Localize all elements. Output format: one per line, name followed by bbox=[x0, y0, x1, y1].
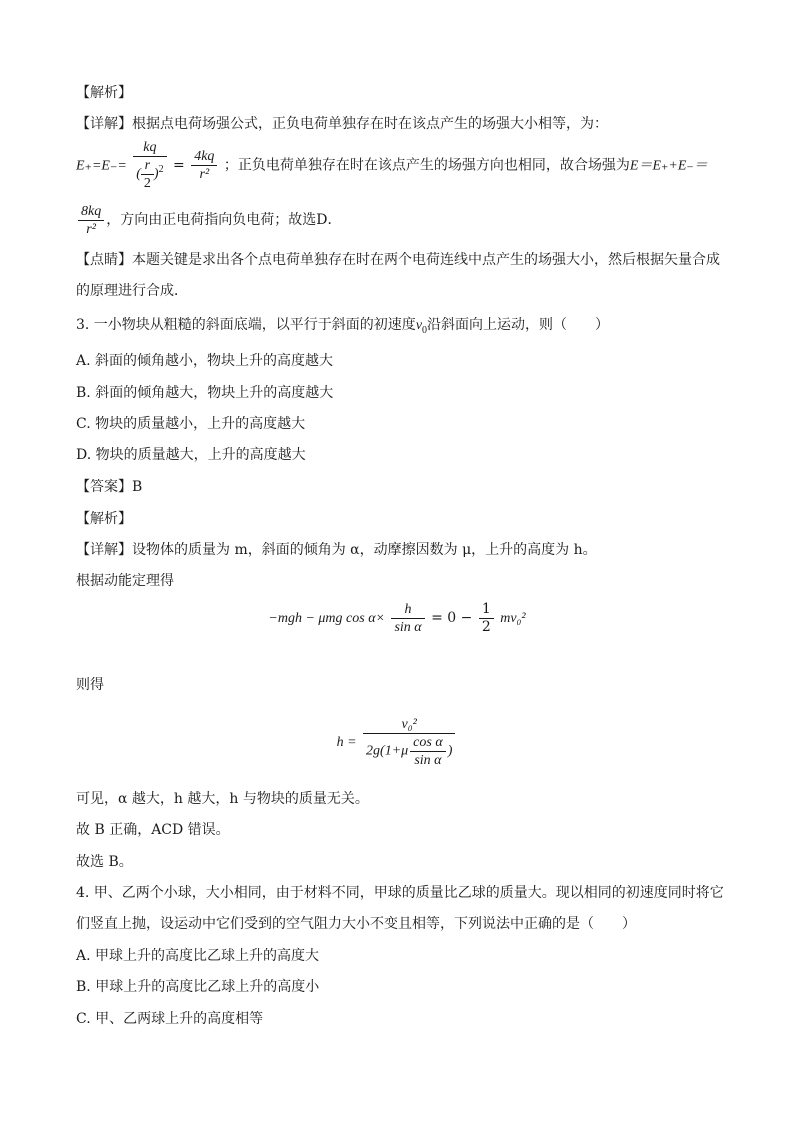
fraction-denominator bbox=[363, 734, 455, 768]
eq1-right: mv₀² bbox=[500, 611, 526, 626]
inner-fraction bbox=[141, 158, 154, 191]
q4-option-b: B. 甲球上升的高度比乙球上升的高度小 bbox=[76, 979, 320, 995]
fraction-denominator: 2 bbox=[481, 618, 491, 635]
fraction-denominator: ( $\frac{r}{2}$ )$^2$ bbox=[136, 158, 164, 191]
eq-lhs: E₊=E₋= bbox=[76, 158, 127, 174]
answer-line bbox=[76, 478, 142, 496]
conclusion-2: 故 B 正确，ACD 错误。 bbox=[76, 822, 230, 838]
den-part-a: 2g(1+μ bbox=[366, 743, 409, 759]
conclusion-1: 可见，α 越大，h 越大，h 与物块的质量无关。 bbox=[76, 791, 369, 807]
detail-text: 设物体的质量为 m，斜面的倾角为 α，动摩擦因数为 μ，上升的高度为 h。 bbox=[132, 542, 597, 558]
option-c: C. 物块的质量越小，上升的高度越大 bbox=[76, 416, 306, 432]
eq1-left: −mgh − μmg cos α× bbox=[268, 611, 385, 626]
q4-option-a: A. 甲球上升的高度比乙球上升的高度大 bbox=[76, 948, 320, 964]
fraction-h-result bbox=[363, 717, 455, 768]
option-a: A. 斜面的倾角越小，物块上升的高度越大 bbox=[76, 353, 334, 369]
equation-2 bbox=[0, 712, 794, 773]
q4-option-c: C. 甲、乙两球上升的高度相等 bbox=[76, 1011, 264, 1027]
then-text: 则得 bbox=[76, 677, 104, 693]
inner-den: 2 bbox=[143, 176, 151, 191]
v-subscript: 0 bbox=[422, 324, 428, 336]
comment-tag: 【点睛】 bbox=[76, 252, 132, 268]
v-letter: v bbox=[415, 318, 423, 333]
fraction-numerator: 4kq bbox=[191, 149, 217, 166]
theorem-text: 根据动能定理得 bbox=[76, 573, 174, 589]
field-equation-line bbox=[76, 140, 708, 191]
comment-text: 本题关键是求出各个点电荷单独存在时在两个电荷连线中点产生的场强大小，然后根据矢量合成 bbox=[132, 252, 720, 268]
detail-tag: 【详解】 bbox=[76, 116, 132, 132]
comment-line-2: 的原理进行合成． bbox=[76, 283, 188, 299]
detail-line bbox=[76, 541, 597, 559]
line2-text: ；正负电荷单独存在时在该点产生的场强方向也相同，故合场强为 bbox=[223, 157, 630, 174]
fraction-4kq-over-r2 bbox=[191, 149, 217, 182]
total-field-eq: E＝E₊+E₋＝ bbox=[629, 158, 708, 174]
line3-text: ，方向由正电荷指向负电荷；故选D． bbox=[106, 212, 342, 228]
option-b: B. 斜面的倾角越大，物块上升的高度越大 bbox=[76, 385, 334, 401]
comment-line-1 bbox=[76, 251, 720, 269]
fraction-denominator: sin α bbox=[394, 619, 422, 635]
den-part-b: ) bbox=[447, 743, 453, 759]
eq1-mid: = 0 − bbox=[431, 610, 473, 626]
inner-num: cos α bbox=[410, 735, 446, 752]
fraction-one-half bbox=[479, 602, 494, 635]
answer-tag: 【答案】 bbox=[76, 479, 132, 495]
fraction-numerator: 8kq bbox=[78, 204, 104, 221]
option-d: D. 物块的质量越大，上升的高度越大 bbox=[76, 447, 306, 463]
answer-value: B bbox=[132, 479, 143, 495]
analysis-heading: 【解析】 bbox=[76, 85, 132, 101]
analysis-heading: 【解析】 bbox=[76, 511, 132, 527]
stem-part-a: 3. 一小物块从粗糙的斜面底端，以平行于斜面的初速度 bbox=[76, 317, 416, 333]
question-4-stem-1: 4. 甲、乙两个小球，大小相同，由于材料不同，甲球的质量比乙球的质量大。现以相同的初速度同时将它 bbox=[76, 885, 724, 901]
inner-den: sin α bbox=[414, 752, 442, 768]
eq-equals: = bbox=[173, 157, 185, 174]
question-4-stem-2: 们竖直上抛，设运动中它们受到的空气阻力大小不变且相等，下列说法中正确的是（ ） bbox=[76, 916, 636, 932]
fraction-numerator: v₀² bbox=[363, 717, 455, 734]
fraction-numerator: h bbox=[391, 602, 424, 619]
fraction-denominator: r² bbox=[199, 167, 210, 182]
equation-1 bbox=[0, 598, 794, 639]
stem-part-b: 沿斜面向上运动，则（ ） bbox=[427, 317, 610, 333]
fraction-numerator: kq bbox=[133, 140, 166, 157]
fraction-8kq-over-r2 bbox=[78, 204, 104, 237]
detail-line-1 bbox=[76, 115, 608, 133]
fraction-h-over-sin bbox=[391, 602, 424, 635]
question-3-stem bbox=[76, 316, 609, 340]
inner-num: r bbox=[141, 158, 154, 175]
eq2-left: h = bbox=[336, 735, 357, 750]
fraction-kq-over-r2 bbox=[133, 140, 166, 191]
detail-tag: 【详解】 bbox=[76, 542, 132, 558]
fraction-numerator: 1 bbox=[479, 602, 494, 619]
exponent: 2 bbox=[158, 164, 164, 176]
field-result-line bbox=[76, 200, 341, 240]
inner-fraction-cos-sin bbox=[410, 735, 446, 768]
v0-symbol bbox=[415, 318, 428, 336]
fraction-denominator: r² bbox=[86, 221, 96, 237]
detail-text: 根据点电荷场强公式，正负电荷单独存在时在该点产生的场强大小相等，为： bbox=[132, 116, 608, 132]
conclusion-3: 故选 B。 bbox=[76, 854, 133, 870]
